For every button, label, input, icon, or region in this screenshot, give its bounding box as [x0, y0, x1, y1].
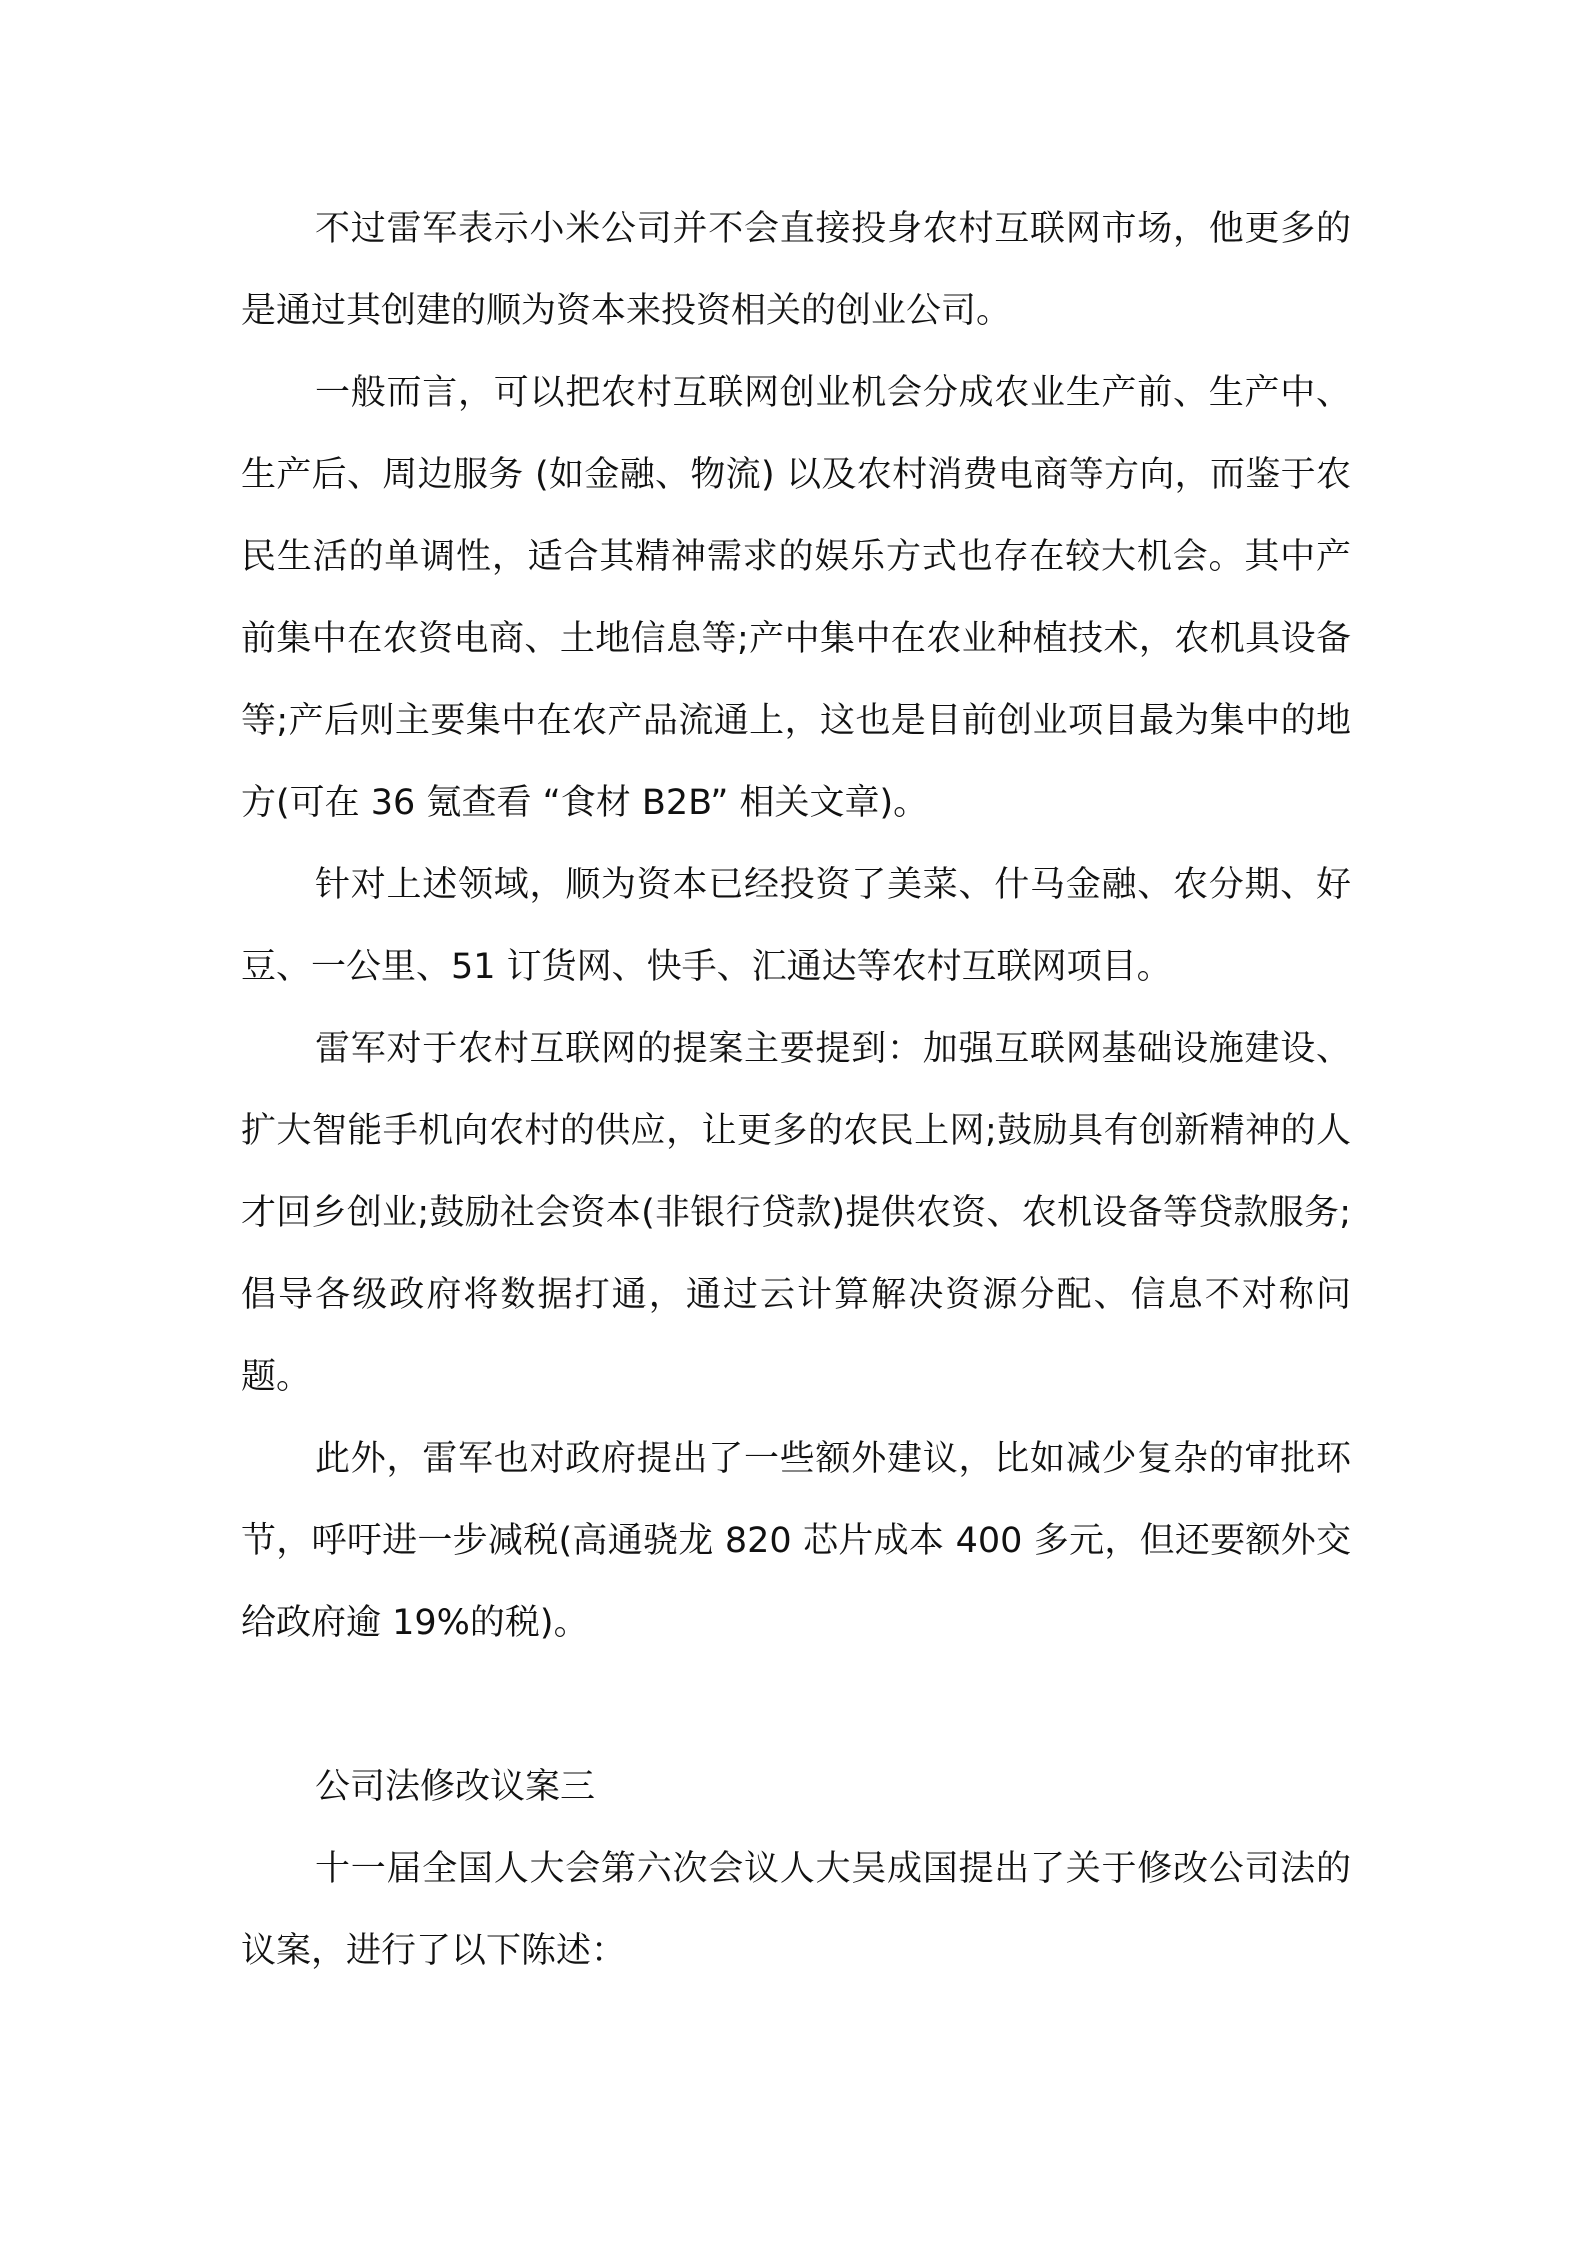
section-paragraph-1: 十一届全国人大会第六次会议人大吴成国提出了关于修改公司法的议案，进行了以下陈述： [241, 1849, 1351, 1971]
paragraph-3: 针对上述领域，顺为资本已经投资了美菜、什马金融、农分期、好豆、一公里、51 订货网、快手、汇通达等农村互联网项目。 [241, 865, 1351, 987]
section-spacer [241, 1664, 1351, 1746]
paragraph-5: 此外，雷军也对政府提出了一些额外建议，比如减少复杂的审批环节，呼吁进一步减税(高通骁龙 820 芯片成本 400 多元，但还要额外交给政府逾 19%的税)。 [241, 1439, 1351, 1643]
paragraph-4: 雷军对于农村互联网的提案主要提到：加强互联网基础设施建设、扩大智能手机向农村的供应，让更多的农民上网;鼓励具有创新精神的人才回乡创业;鼓励社会资本(非银行贷款)提供农资、农机设备等贷款服务;倡导各级政府将数据打通，通过云计算解决资源分配、信息不对称问题。 [241, 1029, 1351, 1397]
section-heading: 公司法修改议案三 [315, 1767, 596, 1807]
paragraph-2: 一般而言，可以把农村互联网创业机会分成农业生产前、生产中、生产后、周边服务 (如金融、物流) 以及农村消费电商等方向，而鉴于农民生活的单调性，适合其精神需求的娱乐方式也存在较大机会。其中产前集中在农资电商、土地信息等;产中集中在农业种植技术，农机具设备等;产后则主要集中在农产品流通上，这也是目前创业项目最为集中的地方(可在 36 氪查看 “食材 B2B” 相关文章)。 [241, 373, 1351, 823]
paragraph-1: 不过雷军表示小米公司并不会直接投身农村互联网市场，他更多的是通过其创建的顺为资本来投资相关的创业公司。 [241, 209, 1351, 331]
document-body [241, 188, 1351, 1992]
